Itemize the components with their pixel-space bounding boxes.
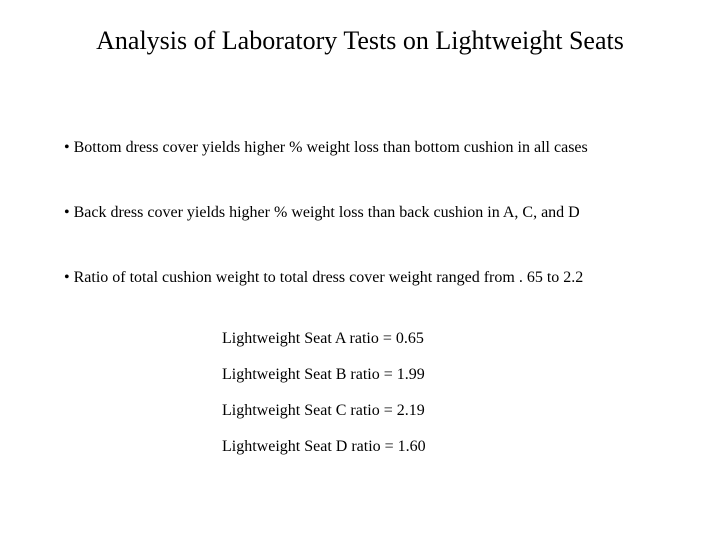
- ratio-seat-d: Lightweight Seat D ratio = 1.60: [222, 438, 426, 455]
- ratio-seat-b: Lightweight Seat B ratio = 1.99: [222, 366, 425, 383]
- ratio-seat-c: Lightweight Seat C ratio = 2.19: [222, 402, 425, 419]
- ratio-seat-a: Lightweight Seat A ratio = 0.65: [222, 330, 424, 347]
- bullet-ratio-range: • Ratio of total cushion weight to total dress cover weight ranged from . 65 to 2.2: [64, 269, 584, 286]
- bullet-bottom-dress-cover: • Bottom dress cover yields higher % weight loss than bottom cushion in all cases: [64, 139, 588, 156]
- slide-title: Analysis of Laboratory Tests on Lightweight Seats: [96, 26, 624, 55]
- bullet-back-dress-cover: • Back dress cover yields higher % weight loss than back cushion in A, C, and D: [64, 204, 580, 221]
